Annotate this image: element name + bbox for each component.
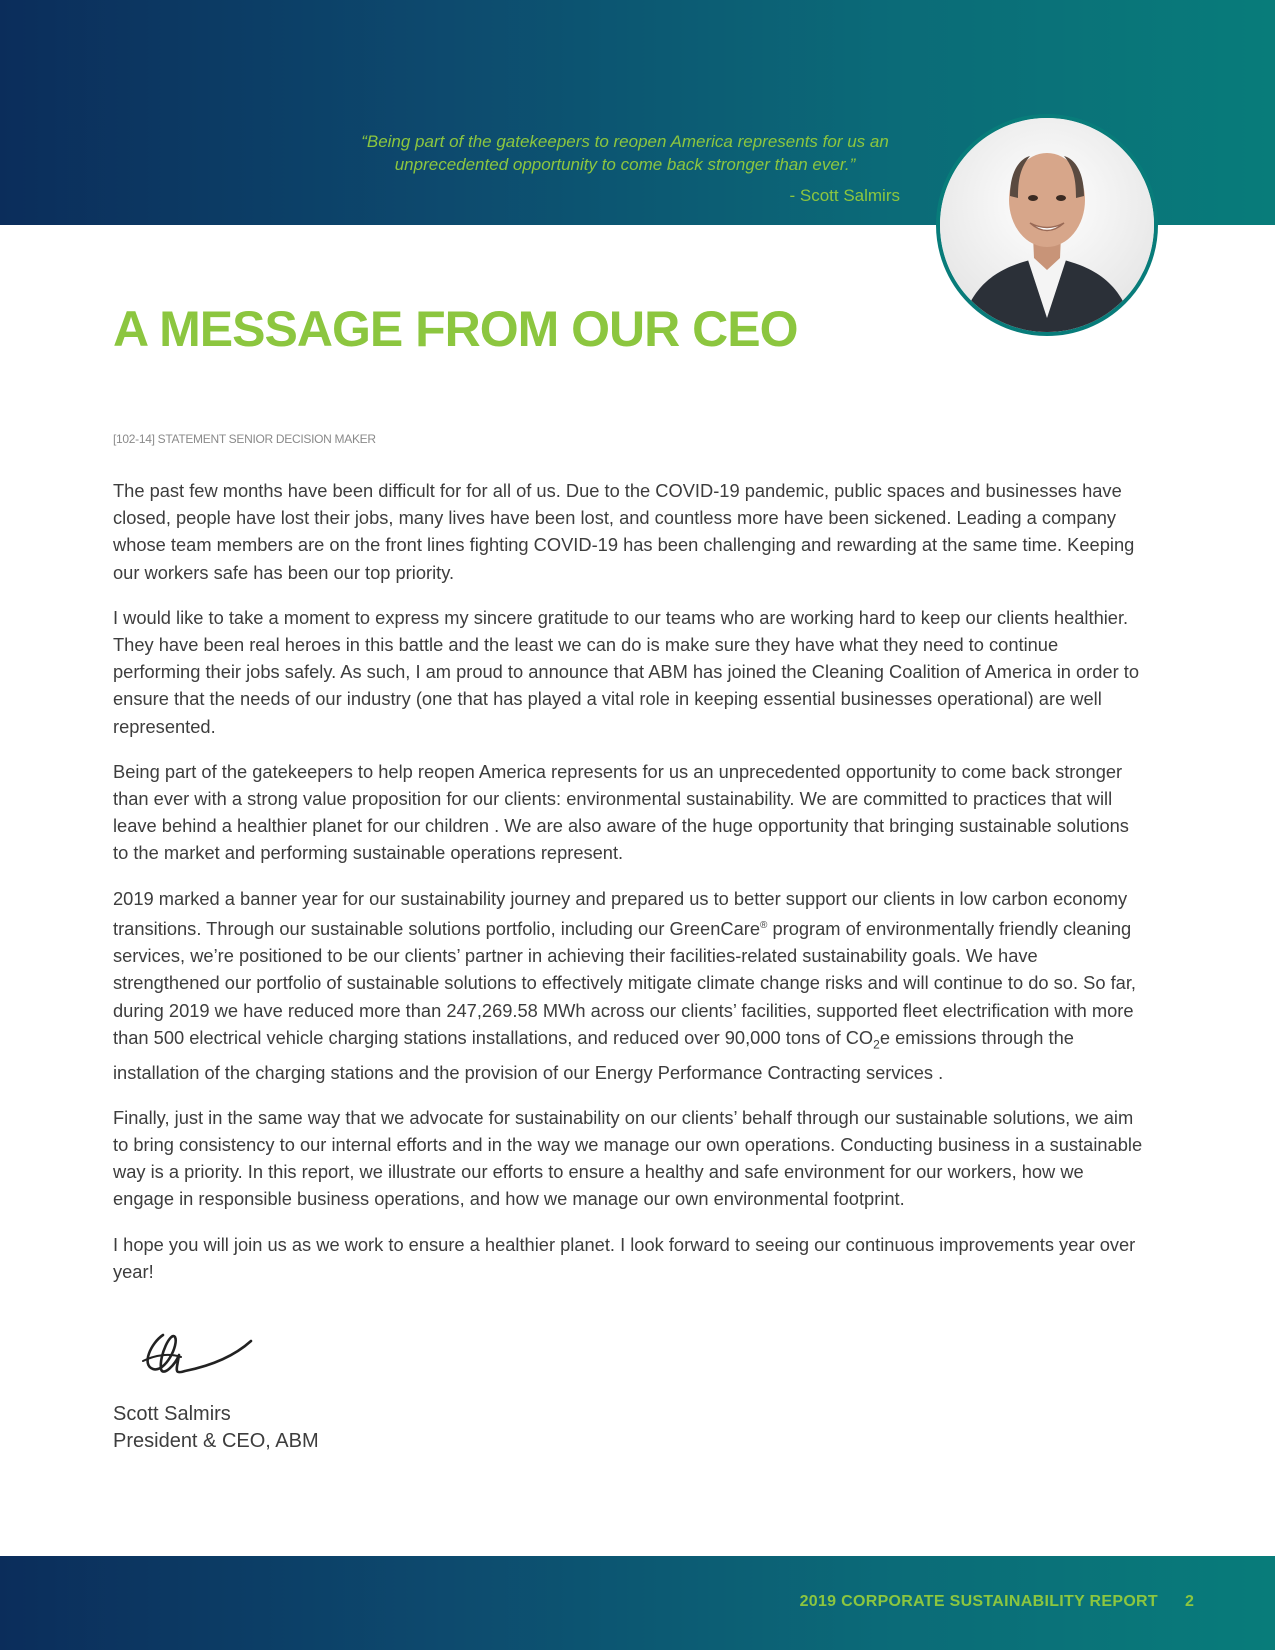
paragraph-text: program of environmentally friendly cleaning services, we’re positioned to be our clients’ partner in achieving their facilities-related sustainability goals. We have strengthened our portfolio of sustainable solutions to effectively mitigate climate change risks and will continue to do so. So far, during 2019 we have reduced more than 247,269.58 MWh across our clients’ facilities, supported fleet electrification with more than 500 electrical vehicle charging stations installations, and reduced over 90,000 tons of CO [113, 917, 1136, 1048]
paragraph-text: 2019 marked a banner year for our sustainability journey and prepared us to better support our clients in low carbon economy transitions. Through our sustainable solutions portfolio, including our GreenCare [113, 887, 1128, 939]
header-quote: “Being part of the gatekeepers to reopen America represents for us an unprecedented opportunity to come back stronger than ever.” [361, 132, 889, 174]
page-number: 2 [1185, 1593, 1194, 1610]
paragraph-text: e emissions through the installation of the charging stations and the provision of our Energy Performance Contracting services . [113, 1026, 1074, 1083]
paragraph: Finally, just in the same way that we advocate for sustainability on our clients’ behalf through our sustainable solutions, we aim to bring consistency to our internal efforts and in the way we manage our own operations. Conducting business in a sustainable way is a priority. In this report, we illustrate our efforts to ensure a healthy and safe environment for our workers, how we engage in responsible business operations, and how we manage our own environmental footprint. [113, 1106, 1143, 1210]
paragraph: I would like to take a moment to express my sincere gratitude to our teams who are working hard to keep our clients healthier. They have been real heroes in this battle and the least we can do is make sure they have what they need to continue performing their jobs safely. As such, I am proud to announce that ABM has joined the Cleaning Coalition of America in order to ensure that the needs of our industry (one that has played a vital role in keeping essential businesses operational) are well represented. [113, 606, 1140, 737]
paragraph: Being part of the gatekeepers to help reopen America represents for us an unprecedented opportunity to come back stronger than ever with a strong value proposition for our clients: environmental sustainability. We are committed to practices that will leave behind a healthier planet for our children . We are also aware of the huge opportunity that bringing sustainable solutions to the market and performing sustainable operations represent. [113, 760, 1129, 864]
gri-disclosure-tag: [102-14] STATEMENT SENIOR DECISION MAKER [113, 432, 376, 446]
ceo-portrait-illustration [940, 118, 1154, 332]
signature [133, 1325, 263, 1385]
registered-mark: ® [760, 919, 768, 931]
paragraph [113, 885, 1148, 1086]
page-title: A MESSAGE FROM OUR CEO [113, 301, 798, 357]
ceo-portrait [936, 114, 1158, 336]
co2-subscript: 2 [873, 1037, 880, 1052]
paragraph: The past few months have been difficult for for all of us. Due to the COVID-19 pandemic, public spaces and businesses have closed, people have lost their jobs, many lives have been lost, and countless more have been sickened. Leading a company whose team members are on the front lines fighting COVID-19 has been challenging and rewarding at the same time. Keeping our workers safe has been our top priority. [113, 480, 1135, 583]
quote-attribution: - Scott Salmirs [789, 186, 900, 205]
signer-name: Scott Salmirs [113, 1403, 231, 1425]
letter-body [113, 477, 1148, 1303]
footer-report-title: 2019 CORPORATE SUSTAINABILITY REPORT [799, 1593, 1158, 1610]
signer-title: President & CEO, ABM [113, 1430, 319, 1452]
paragraph: I hope you will join us as we work to ensure a healthier planet. I look forward to seeing our continuous improvements year over year! [113, 1233, 1136, 1282]
